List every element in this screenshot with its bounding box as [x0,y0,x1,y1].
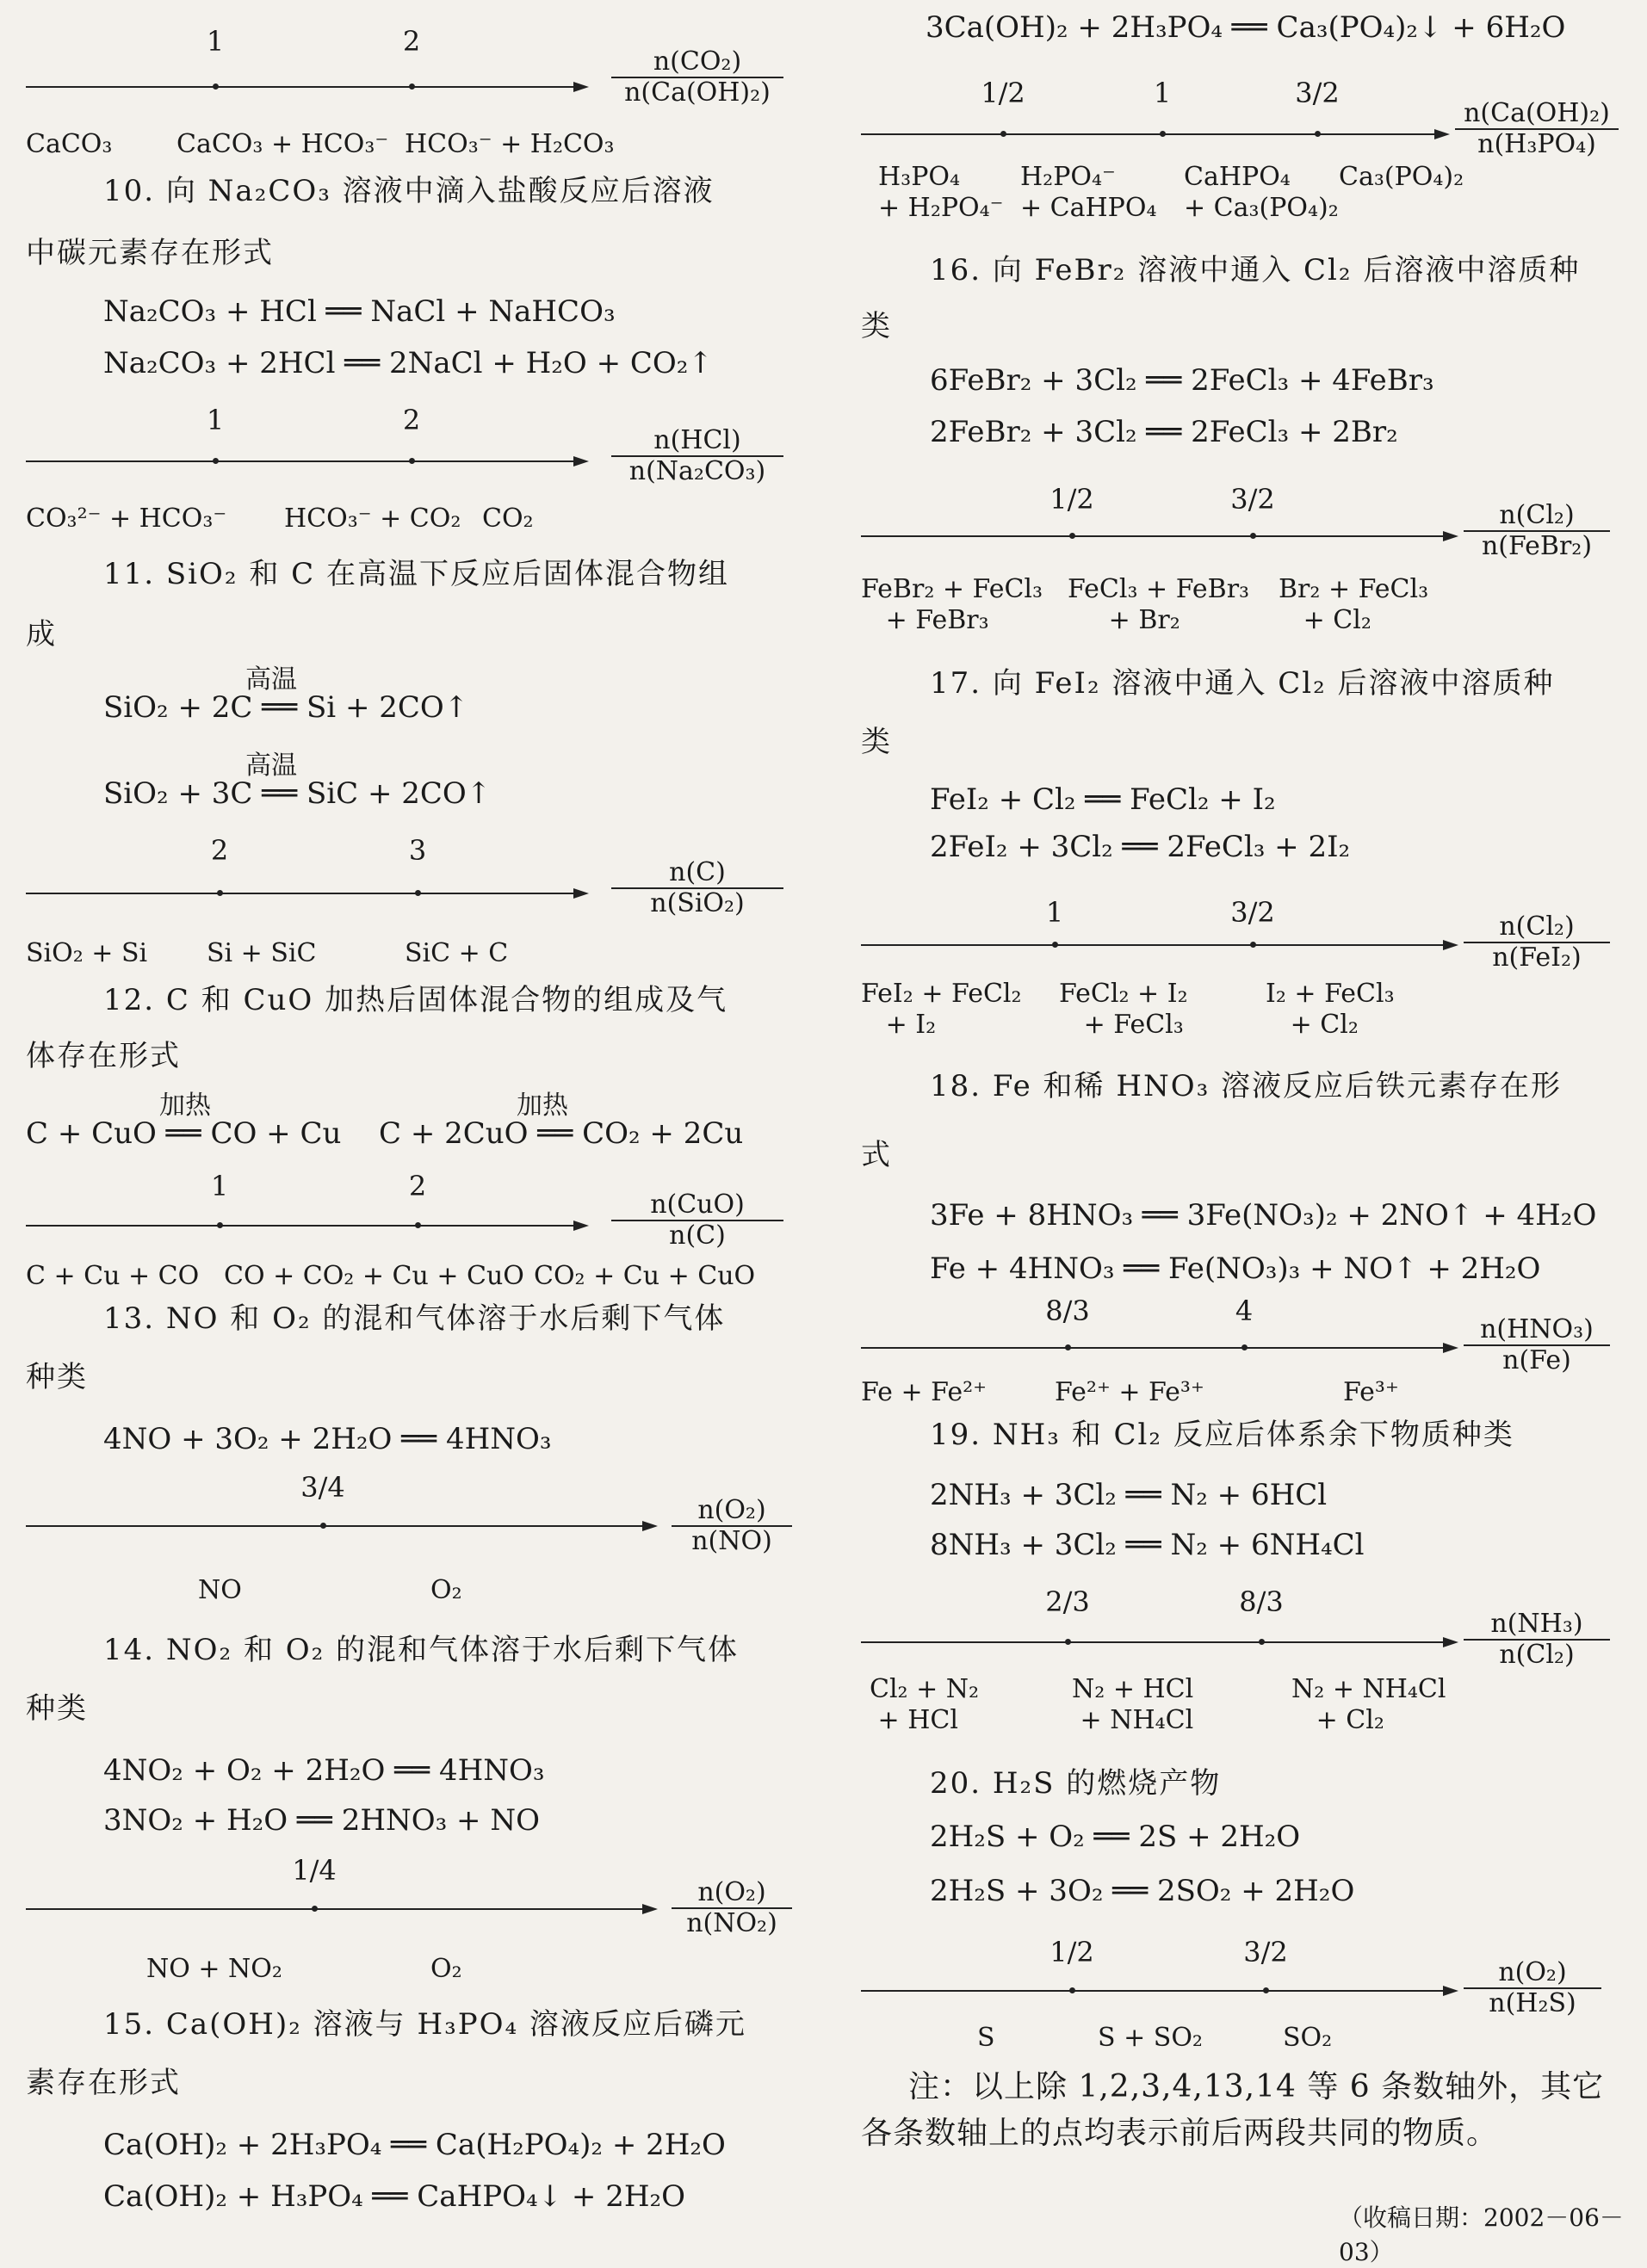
ratio-numerator: n(C) [611,858,783,889]
equation: 2FeI₂ + 3Cl₂ ══ 2FeCl₃ + 2I₂ [930,830,1351,864]
axis-segment: FeCl₃ + FeBr₃ + Br₂ [1068,574,1250,635]
section-heading-cont: 中碳元素存在形式 [26,236,274,270]
section-heading: 12. C 和 CuO 加热后固体混合物的组成及气 [103,983,728,1017]
axis-tick: 1/2 [1049,1936,1094,1968]
axis-point [1000,131,1006,137]
equation: C + CuO ══ CO + Cu [26,1116,342,1151]
ratio-numerator: n(Cl₂) [1464,912,1610,943]
axis-line [26,1225,577,1227]
axis-tick: 3/4 [300,1471,345,1504]
ratio-denominator: n(FeI₂) [1492,942,1582,973]
axis-segment: CaHPO₄ + Ca₃(PO₄)₂ [1184,162,1339,223]
axis-point [1315,131,1321,137]
axis-point [1263,1987,1269,1993]
axis-segment: N₂ + HCl + NH₄Cl [1072,1674,1194,1735]
axis-segment: CaCO₃ + HCO₃⁻ [176,129,389,159]
axis-tick: 3/2 [1243,1936,1288,1968]
axis-ratio [611,426,783,486]
axis-segment: S [977,2023,995,2053]
axis-line [26,460,577,462]
section-heading: 13. NO 和 O₂ 的混和气体溶于水后剩下气体 [103,1301,726,1336]
axis-segment: O₂ [430,1575,462,1605]
axis-point [415,1222,421,1228]
equation: 2H₂S + O₂ ══ 2S + 2H₂O [930,1820,1301,1854]
equation: Ca(OH)₂ + 2H₃PO₄ ══ Ca(H₂PO₄)₂ + 2H₂O [103,2128,726,2162]
axis-arrow-icon [642,1904,658,1914]
axis-arrow-icon [573,82,589,92]
axis-tick: 1 [206,25,225,58]
axis-segment: Fe²⁺ + Fe³⁺ [1055,1377,1204,1407]
axis-point [217,1222,223,1228]
axis-ratio [1455,99,1619,159]
section-heading-cont: 类 [861,725,892,759]
axis-segment: CO₂ [482,504,534,534]
ratio-numerator: n(HCl) [611,426,783,457]
axis-segment: CO₂ + Cu + CuO [534,1261,756,1291]
axis-line [861,535,1446,537]
ratio-numerator: n(O₂) [672,1878,792,1909]
footnote: 注：以上除 1,2,3,4,13,14 等 6 条数轴外，其它各条数轴上的点均表示前后两段共同的物质。 [861,2069,1605,2151]
equation: 3Ca(OH)₂ + 2H₃PO₄ ══ Ca₃(PO₄)₂↓ + 6H₂O [926,10,1566,45]
ratio-numerator: n(Ca(OH)₂) [1455,99,1619,130]
axis-line [861,944,1446,946]
axis-tick: 2 [210,834,229,867]
axis-arrow-icon [1434,129,1450,139]
axis-segment: I₂ + FeCl₃ + Cl₂ [1266,979,1395,1040]
equation: Ca(OH)₂ + H₃PO₄ ══ CaHPO₄↓ + 2H₂O [103,2179,685,2214]
equation: 8NH₃ + 3Cl₂ ══ N₂ + 6NH₄Cl [930,1528,1365,1562]
axis-ratio [1464,912,1610,973]
axis-point [1069,533,1075,539]
axis-point [1259,1639,1265,1645]
section-heading: 16. 向 FeBr₂ 溶液中通入 Cl₂ 后溶液中溶质种 [930,253,1581,287]
axis-tick: 3/2 [1230,896,1275,929]
axis-tick: 2 [402,25,421,58]
axis-arrow-icon [1443,1986,1458,1996]
section-heading: 15. Ca(OH)₂ 溶液与 H₃PO₄ 溶液反应后磷元 [103,2007,746,2042]
axis-ratio [611,1190,783,1251]
axis-ratio [672,1496,792,1556]
axis-segment: CO + CO₂ + Cu + CuO [224,1261,524,1291]
axis-segment: Ca₃(PO₄)₂ [1339,162,1464,192]
equation: 2NH₃ + 3Cl₂ ══ N₂ + 6HCl [930,1478,1328,1512]
axis-point [1250,533,1256,539]
section-heading-cont: 式 [861,1138,892,1172]
axis-tick: 2/3 [1045,1585,1090,1618]
axis-ratio [672,1878,792,1938]
axis-segment: H₂PO₄⁻ + CaHPO₄ [1020,162,1157,223]
axis-segment: HCO₃⁻ + CO₂ [284,504,461,534]
ratio-denominator: n(H₃PO₄) [1477,129,1596,159]
ratio-denominator: n(NO) [691,1526,772,1556]
axis-tick: 3/2 [1295,77,1340,109]
ratio-denominator: n(FeBr₂) [1481,531,1593,561]
axis-segment: O₂ [430,1954,462,1984]
axis-tick: 8/3 [1239,1585,1284,1618]
axis-line [861,1990,1446,1992]
axis-segment: NO + NO₂ [146,1954,282,1984]
axis-segment: SiO₂ + Si [26,938,148,968]
section-heading: 11. SiO₂ 和 C 在高温下反应后固体混合物组 [103,557,729,591]
axis-point [415,890,421,896]
axis-line [861,1641,1446,1643]
axis-tick: 1 [1045,896,1064,929]
section-heading-cont: 素存在形式 [26,2066,181,2100]
section-heading-cont: 种类 [26,1360,88,1394]
axis-point [1065,1639,1071,1645]
section-heading-cont: 种类 [26,1691,88,1726]
axis-line [26,1908,646,1910]
axis-segment: FeI₂ + FeCl₂ + I₂ [861,979,1022,1040]
axis-segment: SiC + C [405,938,509,968]
axis-point [320,1523,326,1529]
axis-line [861,133,1438,135]
axis-point [213,458,219,464]
axis-segment: Br₂ + FeCl₃ + Cl₂ [1279,574,1429,635]
section-heading: 10. 向 Na₂CO₃ 溶液中滴入盐酸反应后溶液 [103,174,715,208]
axis-ratio [1464,501,1610,561]
axis-point [1065,1344,1071,1350]
equation: 6FeBr₂ + 3Cl₂ ══ 2FeCl₃ + 4FeBr₃ [930,363,1434,398]
equation: 4NO₂ + O₂ + 2H₂O ══ 4HNO₃ [103,1753,545,1788]
equation: Na₂CO₃ + HCl ══ NaCl + NaHCO₃ [103,294,616,329]
equation: 3NO₂ + H₂O ══ 2HNO₃ + NO [103,1803,540,1838]
equation: C + 2CuO ══ CO₂ + 2Cu [379,1116,744,1151]
ratio-numerator: n(NH₃) [1464,1610,1610,1641]
section-heading-cont: 成 [26,617,57,652]
ratio-numerator: n(CuO) [611,1190,783,1221]
axis-arrow-icon [573,456,589,467]
axis-point [1250,942,1256,948]
axis-arrow-icon [1443,1637,1458,1647]
axis-ratio [611,47,783,108]
axis-ratio [1464,1315,1610,1375]
axis-line [26,893,577,894]
axis-tick: 3 [408,834,427,867]
ratio-numerator: n(HNO₃) [1464,1315,1610,1346]
axis-line [26,1525,646,1527]
axis-point [1160,131,1166,137]
ratio-denominator: n(Fe) [1502,1345,1571,1375]
axis-segment: H₃PO₄ + H₂PO₄⁻ [878,162,1004,223]
section-heading: 20. H₂S 的燃烧产物 [930,1766,1222,1801]
section-heading: 19. NH₃ 和 Cl₂ 反应后体系余下物质种类 [930,1418,1514,1452]
axis-segment: N₂ + NH₄Cl + Cl₂ [1291,1674,1446,1735]
ratio-denominator: n(Cl₂) [1499,1640,1575,1670]
axis-point [1052,942,1058,948]
axis-tick: 3/2 [1230,483,1275,516]
axis-segment: C + Cu + CO [26,1261,200,1291]
equation: SiO₂ + 2C ══ Si + 2CO↑ [103,690,469,725]
section-heading-cont: 体存在形式 [26,1039,181,1073]
axis-line [26,86,577,88]
ratio-numerator: n(Cl₂) [1464,501,1610,532]
reaction-condition: 加热 [517,1091,568,1121]
axis-tick: 4 [1235,1295,1254,1327]
axis-ratio [611,858,783,918]
equation: 3Fe + 8HNO₃ ══ 3Fe(NO₃)₂ + 2NO↑ + 4H₂O [930,1198,1597,1233]
axis-segment: SO₂ [1283,2023,1333,2053]
section-heading: 14. NO₂ 和 O₂ 的混和气体溶于水后剩下气体 [103,1633,740,1667]
axis-segment: Si + SiC [207,938,317,968]
axis-tick: 2 [402,404,421,436]
ratio-denominator: n(Na₂CO₃) [628,456,766,486]
axis-tick: 1 [206,404,225,436]
equation: SiO₂ + 3C ══ SiC + 2CO↑ [103,776,492,811]
axis-tick: 1/2 [1049,483,1094,516]
axis-tick: 2 [408,1170,427,1202]
section-heading: 17. 向 FeI₂ 溶液中通入 Cl₂ 后溶液中溶质种 [930,666,1555,701]
axis-arrow-icon [573,1221,589,1231]
axis-ratio [1464,1958,1601,2018]
ratio-denominator: n(C) [669,1221,726,1251]
axis-line [861,1347,1446,1349]
axis-arrow-icon [1443,940,1458,950]
ratio-numerator: n(O₂) [1464,1958,1601,1989]
reaction-condition: 加热 [159,1091,211,1121]
equation: 2H₂S + 3O₂ ══ 2SO₂ + 2H₂O [930,1874,1355,1908]
axis-tick: 1/4 [292,1854,337,1887]
axis-tick: 1 [210,1170,229,1202]
ratio-denominator: n(SiO₂) [650,888,745,918]
axis-segment: CO₃²⁻ + HCO₃⁻ [26,504,227,534]
axis-point [409,83,415,90]
axis-segment: CaCO₃ [26,129,113,159]
axis-segment: Fe + Fe²⁺ [861,1377,987,1407]
reaction-condition: 高温 [245,664,297,695]
ratio-numerator: n(O₂) [672,1496,792,1527]
ratio-numerator: n(CO₂) [611,47,783,78]
reaction-condition: 高温 [245,751,297,781]
received-date: （收稿日期：2002－06－03） [1339,2203,1624,2266]
ratio-denominator: n(Ca(OH)₂) [624,77,771,108]
axis-segment: HCO₃⁻ + H₂CO₃ [405,129,615,159]
axis-point [1069,1987,1075,1993]
axis-segment: S + SO₂ [1098,2023,1203,2053]
axis-segment: FeCl₂ + I₂ + FeCl₃ [1059,979,1188,1040]
axis-point [409,458,415,464]
axis-arrow-icon [1443,1343,1458,1353]
axis-segment: NO [198,1575,242,1605]
axis-point [217,890,223,896]
axis-tick: 8/3 [1045,1295,1090,1327]
axis-segment: Cl₂ + N₂ + HCl [870,1674,980,1735]
axis-tick: 1 [1153,77,1172,109]
ratio-denominator: n(NO₂) [686,1908,777,1938]
equation: Na₂CO₃ + 2HCl ══ 2NaCl + H₂O + CO₂↑ [103,346,713,380]
axis-segment: FeBr₂ + FeCl₃ + FeBr₃ [861,574,1043,635]
axis-point [1241,1344,1248,1350]
ratio-denominator: n(H₂S) [1489,1988,1576,2018]
axis-point [213,83,219,90]
axis-arrow-icon [1443,531,1458,541]
section-heading: 18. Fe 和稀 HNO₃ 溶液反应后铁元素存在形 [930,1069,1563,1103]
equation: 2FeBr₂ + 3Cl₂ ══ 2FeCl₃ + 2Br₂ [930,415,1398,449]
section-heading-cont: 类 [861,309,892,343]
axis-ratio [1464,1610,1610,1670]
axis-arrow-icon [642,1521,658,1531]
axis-arrow-icon [573,888,589,899]
equation: 4NO + 3O₂ + 2H₂O ══ 4HNO₃ [103,1422,552,1456]
axis-tick: 1/2 [981,77,1025,109]
equation: Fe + 4HNO₃ ══ Fe(NO₃)₃ + NO↑ + 2H₂O [930,1251,1541,1286]
axis-point [312,1906,318,1912]
axis-segment: Fe³⁺ [1343,1377,1399,1407]
equation: FeI₂ + Cl₂ ══ FeCl₂ + I₂ [930,782,1276,817]
